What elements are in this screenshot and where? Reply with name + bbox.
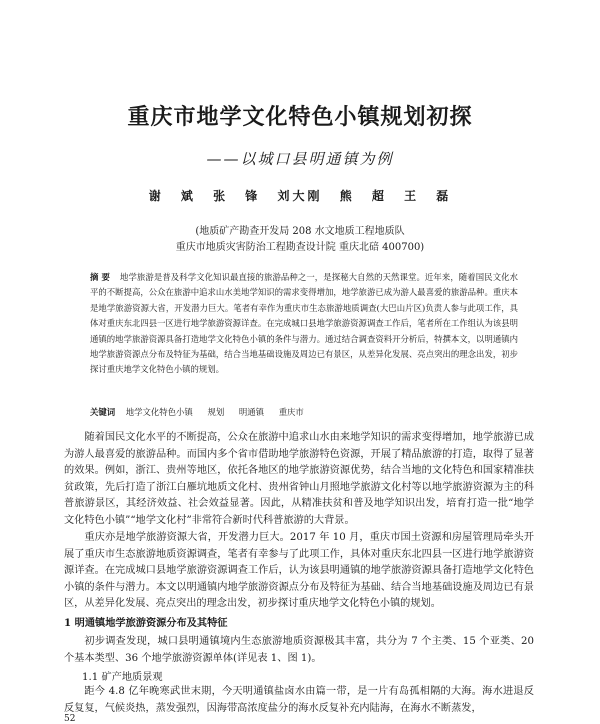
body-paragraph-4: 距今 4.8 亿年晚寒武世末期，今天明通镇盐卤水由篇一带，是一片有岛孤相隔的大海。海水进退反反复复，气候炎热，蒸发强烈，因海带高浓度盐分的海水反复补充内陆海，在海水不断蒸发， [64,686,534,714]
body-paragraph-1: 随着国民文化水平的不断提高，公众在旅游中追求山水由来地学知识的需求变得增加，地学旅游已成为游人最喜爱的旅游品种。而国内多个省市借助地学旅游特色资源，开展了精品旅游的打造，取得了显著的效果。例如，浙江、贵州等地区，依托各地区的地学旅游资源优势，结合当地的文化特色和国家精准扶贫政策，先后打造了浙江白雁坑地质文化村、贵州省钟山月照地学旅游文化村等以地学旅游资源为主的科普旅游景区，其经济效益、社会效益显著。因此，从精准扶贫和普及地学知识出发，培育打造一批“地学文化特色小镇”“地学文化村”非常符合新时代科普旅游的大背景。 [64,432,534,526]
affiliation-line-2: 重庆市地质灾害防治工程勘查设计院 重庆北碚 400700) [175,242,425,253]
body-paragraph-2: 重庆亦是地学旅游资源大省，开发潜力巨大。2017 年 10 月，重庆市国土资源和房屋管理局牵头开展了重庆市生态旅游地质资源调查，笔者有幸参与了此项工作，具体对重庆东北四县一区进行地学旅游资源详查。在完成城口县地学旅游资源调查工作后，认为该县明通镇的地学旅游资源具备打造地学文化特色小镇的条件与潜力。本文以明通镇内地学旅游资源点分布及特征为基础、结合当地基础设施及周边已有景区，从差异化发展、亮点突出的理念出发，初步探讨重庆地学文化特色小镇的规划。 [64,532,534,610]
abstract [90,270,518,378]
author-list [0,187,600,204]
keyword: 明通镇 [238,407,265,417]
paper-title: 重庆市地学文化特色小镇规划初探 [127,105,473,130]
keyword: 地学文化特色小镇 [125,407,193,417]
subsection-heading-1-1: 1.1 矿产地质景观 [82,672,163,683]
author: 张 锋 [213,189,261,203]
keyword: 重庆市 [278,407,304,417]
author: 谢 斌 [148,189,196,203]
abstract-text: 地学旅游是普及科学文化知识最直接的旅游品种之一，是探秘大自然的天然课堂。近年来，随着国民文化水平的不断提高，公众在旅游中追求山水美地学知识的需求变得增加，地学旅游已成为游人最喜爱的旅游品种。重庆本是地学旅游资源大省，开发潜力巨大。笔者有幸作为重庆市生态旅游地质调查(大巴山片区)负责人参与此项工作，具体对重庆东北四县一区进行地学旅游资源详查。在完成城口县地学旅游资源调查工作后，笔者所在工作组认为该县明通镇的地学旅游资源具备打造地学文化特色小镇的条件与潜力。通过结合调查资料开分析后，特撰本文，以明通镇内地学旅游资源点分布及特征为基础，结合当地基础设施及周边已有景区，从差异化发展、亮点突出的理念出发，初步探讨重庆地学文化特色小镇的规划。 [90,272,519,375]
author: 刘大刚 [277,189,323,203]
keywords [90,406,518,418]
body-paragraph-3: 初步调查发现，城口县明通镇境内生态旅游地质资源极其丰富，共分为 7 个主类、15 个亚类、20 个基本类型、36 个地学旅游资源单体(详见表 1、图 1)。 [64,636,534,664]
affiliation-line-1: (地质矿产勘查开发局 208 水文地质工程地质队 [195,226,405,237]
keywords-label: 关键词 [90,407,116,417]
section-heading-1: 1 明通镇地学旅游资源分布及其特征 [64,617,228,629]
abstract-label: 摘 要 [90,272,110,282]
author: 熊 超 [339,189,387,203]
author: 王 磊 [404,189,452,203]
page-number: 52 [64,714,76,724]
keyword: 规划 [207,407,225,417]
paper-subtitle: ——以城口县明通镇为例 [206,150,394,168]
